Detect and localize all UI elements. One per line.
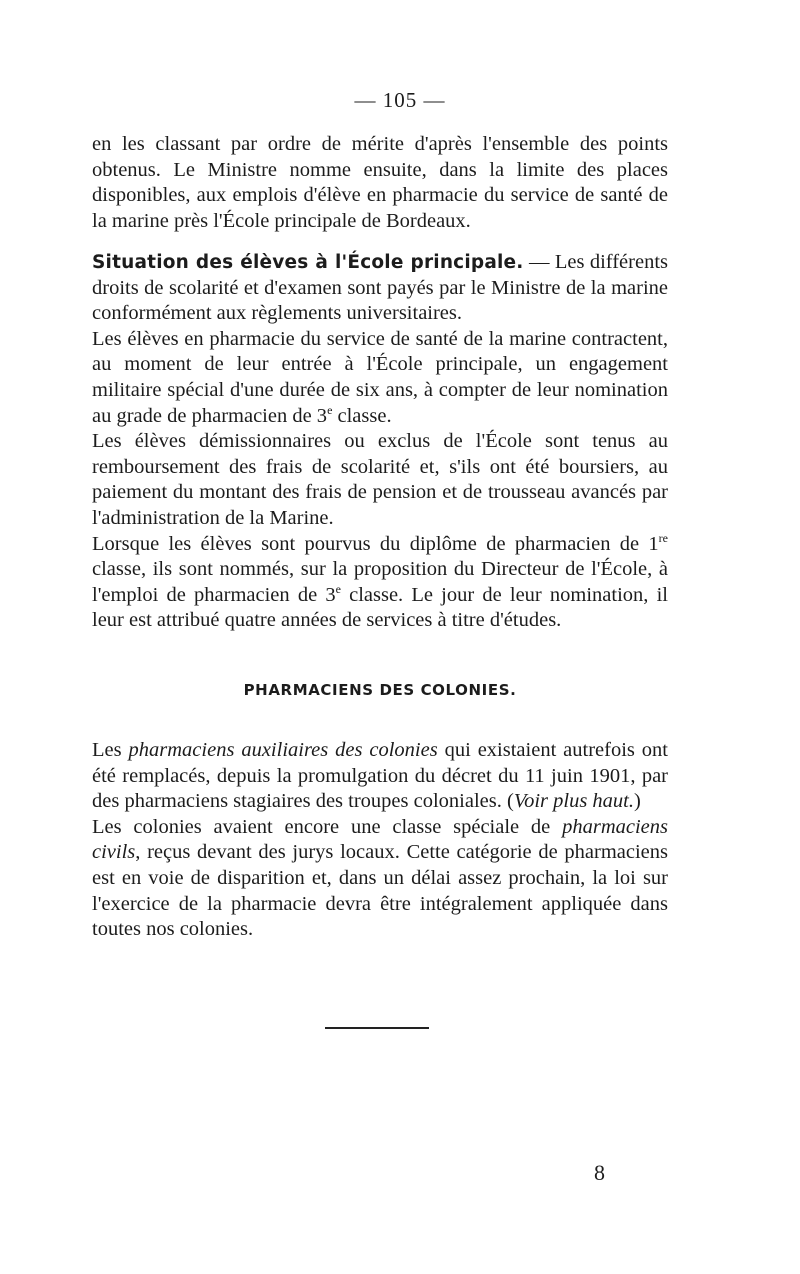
situation-heading-text: — Les différents droits de scolarité et d'examen sont payés par le Ministre de la marine conformément aux règlements universitaires. (92, 251, 668, 325)
intro-paragraph: en les classant par ordre de mérite d'après l'ensemble des points obtenus. Le Ministre nomme ensuite, dans la limite des places disponibles, aux emplois d'élève en pharmacie du service de santé de la marine près l'École principale de Bordeaux. (92, 133, 668, 232)
situation-paragraph-1 (92, 250, 668, 327)
colonies-heading: PHARMACIENS DES COLONIES. (243, 681, 517, 699)
page-number: — 105 — (354, 88, 446, 112)
colonies-paragraph-2: Les colonies avaient encore une classe spéciale de pharmaciens civils, reçus devant des jurys locaux. Cette catégorie de pharmaciens est en voie de disparition et, dans un délai assez prochain, la loi sur l'exercice de la pharmacie devra être intégralement appliquée dans toutes nos colonies. (92, 815, 668, 941)
colonies-section (92, 738, 668, 943)
situation-paragraph-2: Les élèves en pharmacie du service de santé de la marine contractent, au moment de leur entrée à l'École principale, un engagement militaire spécial d'une durée de six ans, à compter de leur nomination au grade de pharmacien de 3e classe. (92, 327, 668, 427)
colonies-paragraph-1: Les pharmaciens auxiliaires des colonies qui existaient autrefois ont été remplacés, depuis la promulgation du décret du 11 juin 1901, par des pharmaciens stagiaires des troupes coloniales. (Voir plus haut.) (92, 739, 668, 813)
intro-block (92, 132, 668, 234)
situation-paragraph-4: Lorsque les élèves sont pourvus du diplôme de pharmacien de 1re classe, ils sont nommés, sur la proposition du Directeur de l'École, à l'emploi de pharmacien de 3e classe. Le jour de leur nomination, il leur est attribué quatre années de services à titre d'études. (92, 530, 668, 632)
situation-paragraph-3: Les élèves démissionnaires ou exclus de l'École sont tenus au remboursement des frais de scolarité et, s'ils ont été boursiers, au paiement du montant des frais de pension et de trousseau avancés par l'administration de la Marine. (92, 430, 668, 529)
situation-heading: Situation des élèves à l'École principale. (92, 252, 524, 273)
signature-mark: 8 (594, 1160, 605, 1185)
end-rule (325, 1027, 429, 1029)
situation-section (92, 250, 668, 634)
